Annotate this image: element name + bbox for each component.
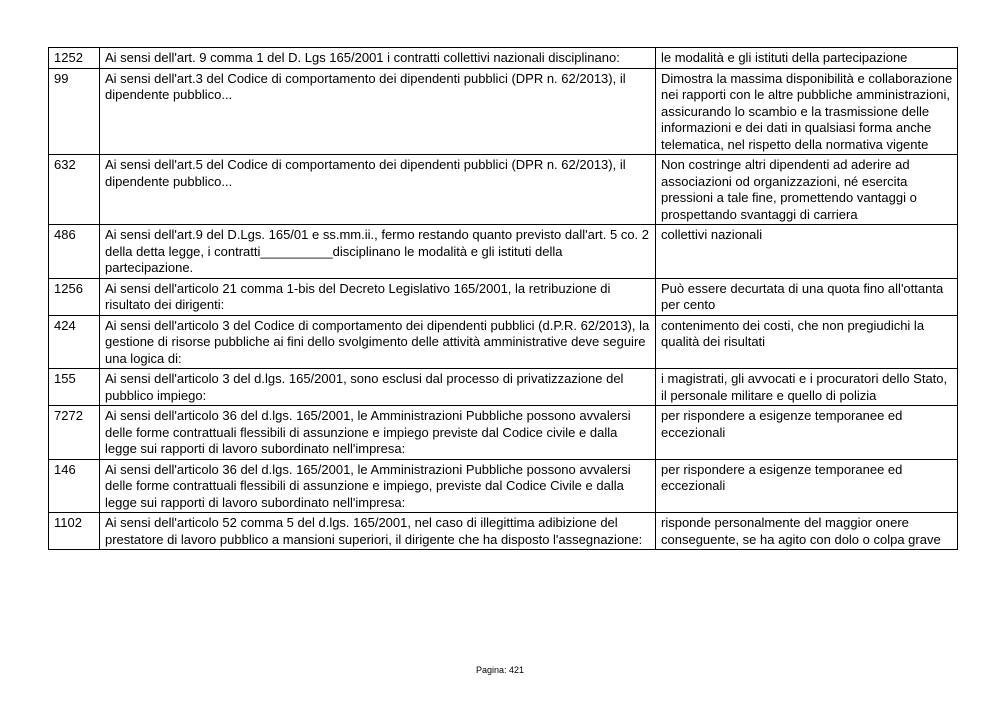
question-text: Ai sensi dell'art.3 del Codice di comportamento dei dipendenti pubblici (DPR n. 62/2013), il dipendente pubblico... (100, 68, 656, 155)
table-row (49, 406, 958, 460)
question-id: 632 (49, 155, 100, 225)
document-page (48, 47, 957, 550)
page-number: Pagina: 421 (475, 665, 525, 675)
answer-text: per rispondere a esigenze temporanee ed eccezionali (656, 406, 958, 460)
question-id: 1252 (49, 48, 100, 69)
question-id: 1256 (49, 278, 100, 315)
table-row (49, 155, 958, 225)
question-answer-table (48, 47, 958, 550)
question-id: 146 (49, 459, 100, 513)
question-id: 486 (49, 225, 100, 279)
table-row (49, 459, 958, 513)
table-row (49, 315, 958, 369)
answer-text: Può essere decurtata di una quota fino all'ottanta per cento (656, 278, 958, 315)
question-text: Ai sensi dell'articolo 36 del d.lgs. 165/2001, le Amministrazioni Pubbliche possono avvalersi delle forme contrattuali flessibili di assunzione e impiego previste dal Codice civile e dalla legge sui rapporti di lavoro subordinato nell'impresa: (100, 406, 656, 460)
answer-text: per rispondere a esigenze temporanee ed eccezionali (656, 459, 958, 513)
answer-text: collettivi nazionali (656, 225, 958, 279)
question-text: Ai sensi dell'art.9 del D.Lgs. 165/01 e ss.mm.ii., fermo restando quanto previsto dall'art. 5 co. 2 della detta legge, i contratti__________disciplinano le modalità e gli istituti della partecipazione. (100, 225, 656, 279)
question-id: 99 (49, 68, 100, 155)
question-text: Ai sensi dell'art. 9 comma 1 del D. Lgs 165/2001 i contratti collettivi nazionali disciplinano: (100, 48, 656, 69)
table-row (49, 369, 958, 406)
table-row (49, 513, 958, 550)
question-id: 7272 (49, 406, 100, 460)
question-id: 424 (49, 315, 100, 369)
question-id: 155 (49, 369, 100, 406)
question-text: Ai sensi dell'articolo 52 comma 5 del d.lgs. 165/2001, nel caso di illegittima adibizione del prestatore di lavoro pubblico a mansioni superiori, il dirigente che ha disposto l'assegnazione: (100, 513, 656, 550)
answer-text: Non costringe altri dipendenti ad aderire ad associazioni od organizzazioni, né esercita pressioni a tale fine, promettendo vantaggi o prospettando svantaggi di carriera (656, 155, 958, 225)
question-text: Ai sensi dell'articolo 21 comma 1-bis del Decreto Legislativo 165/2001, la retribuzione di risultato dei dirigenti: (100, 278, 656, 315)
table-row (49, 225, 958, 279)
question-text: Ai sensi dell'art.5 del Codice di comportamento dei dipendenti pubblici (DPR n. 62/2013), il dipendente pubblico... (100, 155, 656, 225)
table-row (49, 48, 958, 69)
question-id: 1102 (49, 513, 100, 550)
answer-text: Dimostra la massima disponibilità e collaborazione nei rapporti con le altre pubbliche amministrazioni, assicurando lo scambio e la trasmissione delle informazioni e dei dati in qualsiasi forma anche telematica, nel rispetto della normativa vigente (656, 68, 958, 155)
table-row (49, 278, 958, 315)
answer-text: risponde personalmente del maggior onere conseguente, se ha agito con dolo o colpa grave (656, 513, 958, 550)
table-row (49, 68, 958, 155)
answer-text: contenimento dei costi, che non pregiudichi la qualità dei risultati (656, 315, 958, 369)
answer-text: le modalità e gli istituti della partecipazione (656, 48, 958, 69)
answer-text: i magistrati, gli avvocati e i procuratori dello Stato, il personale militare e quello di polizia (656, 369, 958, 406)
question-text: Ai sensi dell'articolo 36 del d.lgs. 165/2001, le Amministrazioni Pubbliche possono avvalersi delle forme contrattuali flessibili di assunzione e impiego, previste dal Codice Civile e dalla legge sui rapporti di lavoro subordinato nell'impresa: (100, 459, 656, 513)
question-text: Ai sensi dell'articolo 3 del d.lgs. 165/2001, sono esclusi dal processo di privatizzazione del pubblico impiego: (100, 369, 656, 406)
question-text: Ai sensi dell'articolo 3 del Codice di comportamento dei dipendenti pubblici (d.P.R. 62/2013), la gestione di risorse pubbliche ai fini dello svolgimento delle attività amministrative deve seguire una logica di: (100, 315, 656, 369)
